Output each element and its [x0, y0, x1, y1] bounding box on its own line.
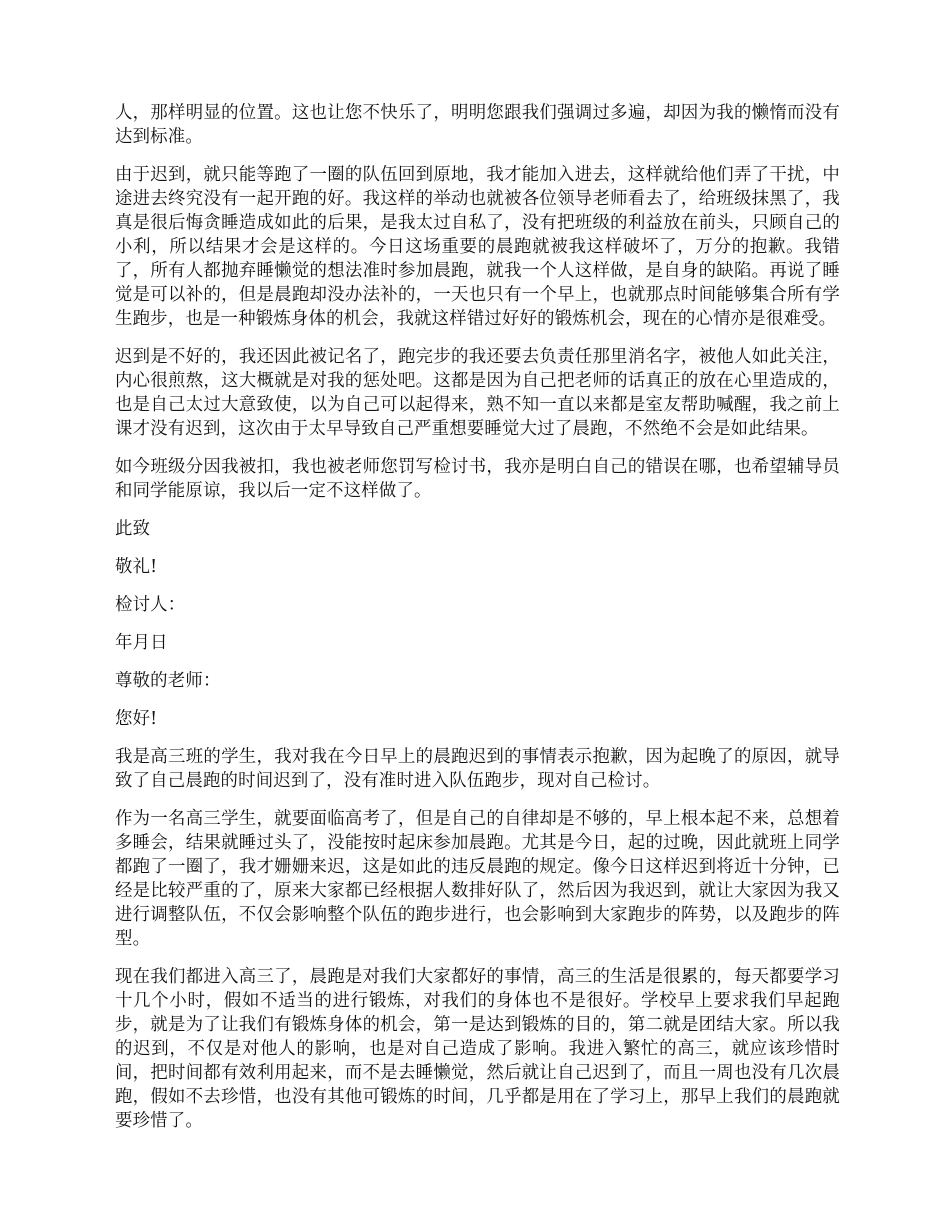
- letter-greeting: 您好!: [115, 709, 158, 729]
- paragraph-recorded-name: 迟到是不好的，我还因此被记名了，跑完步的我还要去负责任那里消名字，被他人如此关注，内心很煎熬，这大概就是对我的惩处吧。这都是因为自己把老师的话真正的放在心里造成的，也是自己太过大意致使，以为自己可以起得来，熟不知一直以来都是室友帮助喊醒，我之前上课才没有迟到，这次由于太早导致自己严重想要睡觉大过了晨跑，不然绝不会是如此结果。: [115, 347, 840, 439]
- paragraph-value-of-running: 现在我们都进入高三了，晨跑是对我们大家都好的事情，高三的生活是很累的，每天都要学习十几个小时，假如不适当的进行锻炼，对我们的身体也不是很好。学校早上要求我们早起跑步，就是为了让我们有锻炼身体的机会，第一是达到锻炼的目的，第二就是团结大家。所以我的迟到，不仅是对他人的影响，也是对自己造成了影响。我进入繁忙的高三，就应该珍惜时间，把时间都有效利用起来，而不是去睡懒觉，然后就让自己迟到了，而且一周也没有几次晨跑，假如不去珍惜，也没有其他可锻炼的时间，几乎都是用在了学习上，那早上我们的晨跑就要珍惜了。: [115, 967, 840, 1131]
- date-line: 年月日: [115, 633, 168, 653]
- paragraph-self-discipline: 作为一名高三学生，就要面临高考了，但是自己的自律却是不够的，早上根本起不来，总想着多睡会，结果就睡过头了，没能按时起床参加晨跑。尤其是今日，起的过晚，因此就班上同学都跑了一圈了，我才姗姗来迟，这是如此的违反晨跑的规定。像今日这样迟到将近十分钟，已经是比较严重的了，原来大家都已经根据人数排好队了，然后因为我迟到，就让大家因为我又进行调整队伍，不仅会影响整个队伍的跑步进行，也会影响到大家跑步的阵势，以及跑步的阵型。: [115, 809, 840, 949]
- paragraph-continuation: 人，那样明显的位置。这也让您不快乐了，明明您跟我们强调过多遍，却因为我的懒惰而没有达到标准。: [115, 103, 840, 147]
- paragraph-introduction: 我是高三班的学生，我对我在今日早上的晨跑迟到的事情表示抱歉，因为起晚了的原因，就导致了自己晨跑的时间迟到了，没有准时进入队伍跑步，现对自己检讨。: [115, 747, 840, 791]
- closing-regards: 敬礼!: [115, 557, 158, 577]
- closing-salutation: 此致: [115, 519, 151, 539]
- paragraph-late-consequence: 由于迟到，就只能等跑了一圈的队伍回到原地，我才能加入进去，这样就给他们弄了干扰，中途进去终究没有一起开跑的好。我这样的举动也就被各位领导老师看去了，给班级抹黑了，我真是很后悔贪睡造成如此的后果，是我太过自私了，没有把班级的利益放在前头，只顾自己的小利，所以结果才会是这样的。今日这场重要的晨跑就被我这样破坏了，万分的抱歉。我错了，所有人都抛弃睡懒觉的想法准时参加晨跑，就我一个人这样做，是自身的缺陷。再说了睡觉是可以补的，但是晨跑却没办法补的，一天也只有一个早上，也就那点时间能够集合所有学生跑步，也是一种锻炼身体的机会，我就这样错过好好的锻炼机会，现在的心情亦是很难受。: [115, 165, 840, 329]
- paragraph-class-deduction: 如今班级分因我被扣，我也被老师您罚写检讨书，我亦是明白自己的错误在哪，也希望辅导员和同学能原谅，我以后一定不这样做了。: [115, 457, 840, 501]
- document-body: [115, 101, 840, 1147]
- letter-greeting-recipient: 尊敬的老师：: [115, 671, 221, 691]
- signature-label: 检讨人：: [115, 595, 186, 615]
